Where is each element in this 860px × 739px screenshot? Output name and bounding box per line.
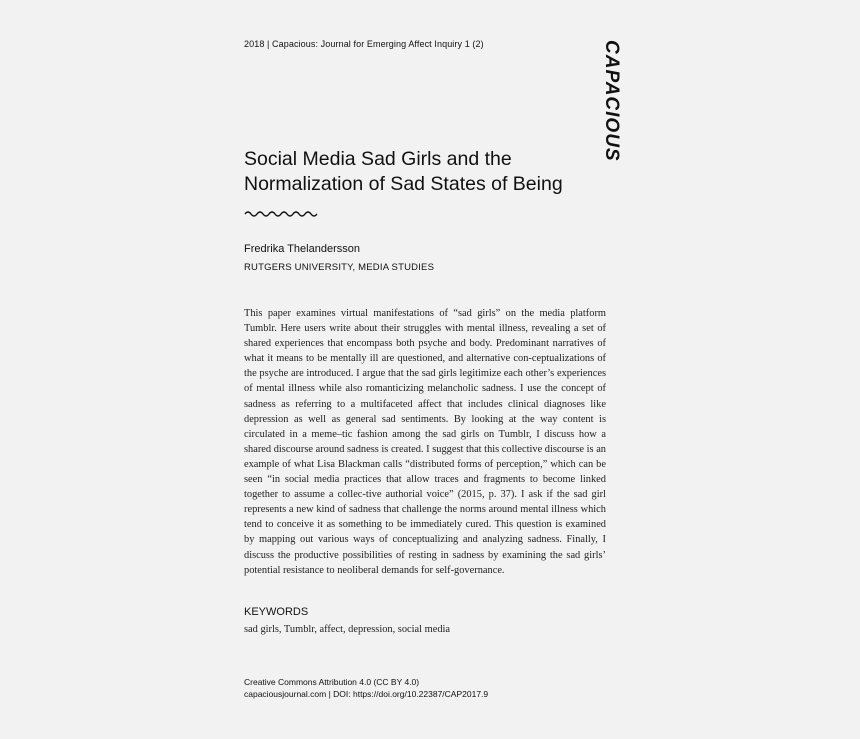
running-head: 2018 | Capacious: Journal for Emerging Affect Inquiry 1 (2) — [244, 39, 484, 49]
article-title: Social Media Sad Girls and the Normalization of Sad States of Being — [244, 148, 563, 195]
author-name: Fredrika Thelandersson — [244, 243, 360, 255]
keywords-list: sad girls, Tumblr, affect, depression, social media — [244, 624, 451, 635]
wavy-divider — [244, 209, 318, 219]
keywords-heading: KEYWORDS — [244, 606, 309, 618]
author-affiliation: RUTGERS UNIVERSITY, MEDIA STUDIES — [244, 262, 435, 273]
journal-logo: CAPACIOUS — [601, 40, 622, 162]
doi-line: capaciousjournal.com | DOI: https://doi.org/10.22387/CAP2017.9 — [244, 689, 489, 699]
abstract-text: This paper examines virtual manifestations of “sad girls” on the media platform Tumblr. Here users write about their struggles with mental illness, revealing a set of shared experiences that encompass both psyche and body. Predominant narratives of what it means to be mentally ill are questioned, and alternative con-ceptualizations of the psyche are introduced. I argue that the sad girls legitimize each other’s experiences of mental illness while also romanticizing melancholic sadness. I use the concept of sadness as referring to a multifaceted affect that includes clinical diagnoses like depression as well as general sad sentiments. By looking at the way content is circulated in a meme–tic fashion among the sad girls on Tumblr, I discuss how a shared discourse around sadness is created. I suggest that this collective discourse is an example of what Lisa Blackman calls “distributed forms of perception,” which can be seen “in social media practices that allow traces and fragments to become linked together to assume a collec-tive authorial voice” (2015, p. 37). I ask if the sad girl represents a new kind of sadness that challenge the norms around mental illness which tend to conceive it as something to be immediately cured. This question is examined by mapping out various ways of conceptualizing and analyzing sadness. Finally, I discuss the productive possibilities of resting in sadness by examining the sad girls’ potential resistance to neoliberal demands for self-governance. — [244, 308, 606, 576]
license-line: Creative Commons Attribution 4.0 (CC BY 4.0) — [244, 677, 420, 687]
